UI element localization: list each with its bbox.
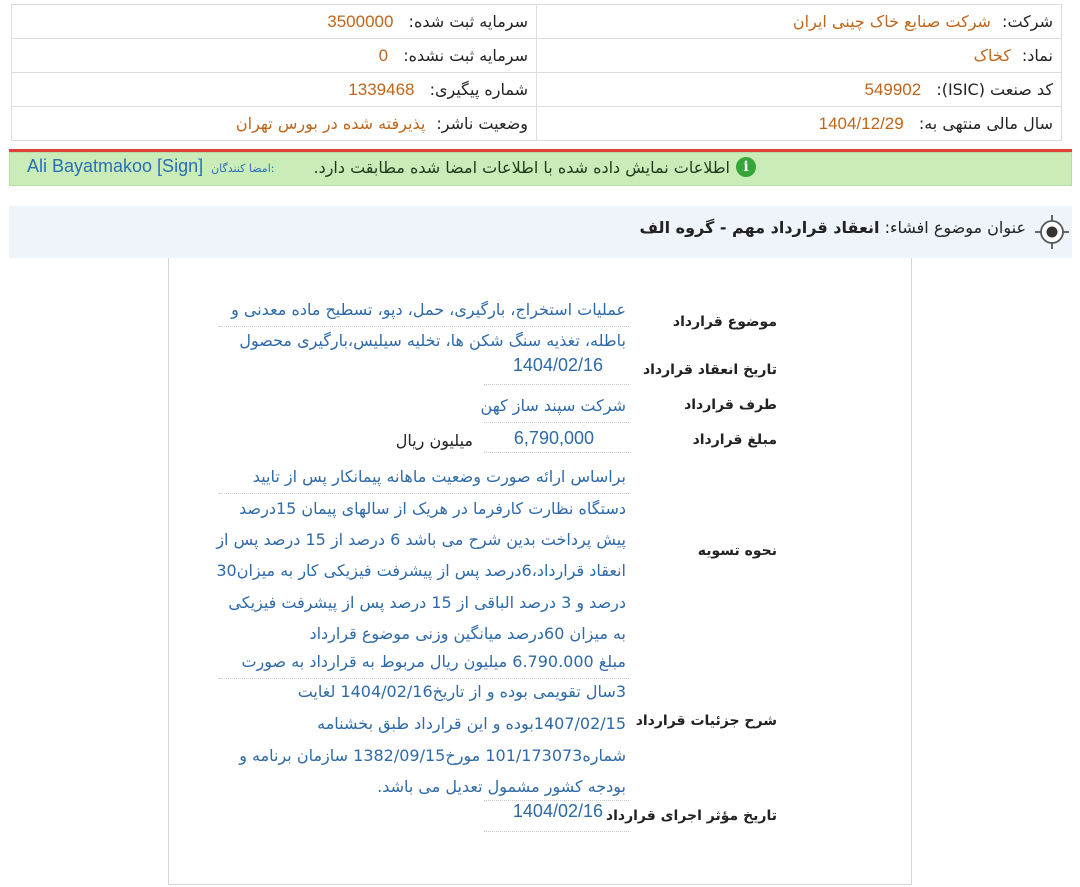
company-value: شرکت صنایع خاک چینی ایران (792, 12, 991, 31)
signer-link[interactable]: Ali Bayatmakoo [Sign] (27, 156, 204, 176)
isic-value: 549902 (864, 79, 922, 99)
effective-date-value: 1404/02/16 (512, 801, 603, 821)
amount-value: 6,790,000 (513, 428, 594, 448)
verification-text: اطلاعات نمایش داده شده با اطلاعات امضا شده مطابقت دارد. (313, 157, 730, 177)
symbol-label: نماد: (1021, 46, 1053, 65)
details-label: شرح جزئیات قرارداد (635, 713, 777, 729)
fiscal-label: سال مالی منتهی به: (918, 113, 1053, 133)
unregistered-capital-value: 0 (378, 45, 389, 65)
registered-capital-label: سرمایه ثبت شده: (408, 11, 528, 31)
fiscal-value: 1404/12/29 (818, 113, 904, 133)
unregistered-capital-cell (12, 39, 537, 73)
signature-banner (9, 152, 1072, 186)
settlement-line: انعقاد قرارداد،6درصد پس از پیشرفت فیزیکی کار به میزان30 (216, 561, 626, 580)
party-value: شرکت سپند ساز کهن (480, 396, 626, 415)
underline (484, 422, 629, 423)
publisher-status-value: پذیرفته شده در بورس تهران (235, 114, 426, 133)
settlement-label: نحوه تسویه (697, 543, 777, 559)
subject-line-2: باطله، تغذیه سنگ شکن ها، تخلیه سیلیس،بارگیری محصول (239, 331, 626, 350)
info-row (12, 5, 1062, 39)
signers-label: امضا کنندگان: (211, 162, 275, 175)
company-info-table (11, 4, 1062, 141)
title-label: عنوان موضوع افشاء: (884, 218, 1026, 237)
verification-message (313, 157, 756, 177)
underline (219, 493, 629, 494)
settlement-line: براساس ارائه صورت وضعیت ماهانه پیمانکار پس از تایید (252, 467, 626, 486)
contract-date-value: 1404/02/16 (512, 355, 603, 375)
tracking-value: 1339468 (348, 79, 415, 99)
company-label: شرکت: (1002, 12, 1053, 31)
info-icon: i (736, 157, 756, 177)
isic-cell (537, 73, 1062, 107)
details-line: بودجه کشور مشمول تعدیل می باشد. (377, 777, 626, 796)
settlement-line: پیش پرداخت بدین شرح می باشد 6 درصد از 15 درصد پس از (216, 530, 626, 549)
registered-capital-value: 3500000 (327, 11, 394, 31)
underline (219, 326, 629, 327)
settlement-line: درصد و 3 درصد الباقی از 15 درصد پس از پیشرفت فیزیکی (228, 593, 626, 612)
info-row (12, 39, 1062, 73)
amount-unit: میلیون ریال (395, 431, 473, 450)
settlement-line: دستگاه نظارت کارفرما در هریک از سالهای پیمان 15درصد (239, 499, 626, 518)
underline (484, 384, 629, 385)
tracking-cell (12, 73, 537, 107)
subject-label: موضوع قرارداد (672, 314, 777, 330)
fiscal-cell (537, 107, 1062, 141)
settlement-line: به میزان 60درصد میانگین وزنی موضوع قرارداد (309, 624, 626, 643)
effective-date-label: تاریخ مؤثر اجرای قرارداد (605, 808, 777, 824)
details-line: شماره101/173073 مورخ1382/09/15 سازمان برنامه و (239, 746, 626, 765)
publisher-status-cell (12, 107, 537, 141)
title-value: انعقاد قرارداد مهم - گروه الف (639, 218, 880, 237)
party-label: طرف قرارداد (684, 397, 777, 413)
target-icon (1034, 214, 1070, 250)
details-line: 1407/02/15بوده و این قرارداد طبق بخشنامه (317, 714, 626, 733)
subject-line-1: عملیات استخراج، بارگیری، حمل، دپو، تسطیح ماده معدنی و (231, 300, 626, 319)
disclosure-title (640, 218, 1027, 237)
registered-capital-cell (12, 5, 537, 39)
contract-details-panel (168, 258, 912, 885)
symbol-cell (537, 39, 1062, 73)
details-line: مبلغ 6.790.000 میلیون ریال مربوط به قرارداد به صورت (241, 652, 626, 671)
unregistered-capital-label: سرمایه ثبت نشده: (403, 45, 528, 65)
contract-date-label: تاریخ انعقاد قرارداد (642, 362, 777, 378)
underline (484, 831, 629, 832)
underline (219, 678, 629, 679)
underline (484, 452, 629, 453)
isic-label: کد صنعت (ISIC): (936, 79, 1053, 99)
disclosure-title-bar (9, 206, 1072, 258)
symbol-value: کخاک (973, 46, 1011, 65)
info-row (12, 73, 1062, 107)
info-row (12, 107, 1062, 141)
publisher-status-label: وضعیت ناشر: (436, 114, 528, 133)
details-line: 3سال تقویمی بوده و از تاریخ1404/02/16 لغایت (297, 682, 626, 701)
amount-label: مبلغ قرارداد (692, 432, 777, 448)
signers (27, 156, 274, 177)
tracking-label: شماره پیگیری: (429, 79, 528, 99)
company-cell (537, 5, 1062, 39)
